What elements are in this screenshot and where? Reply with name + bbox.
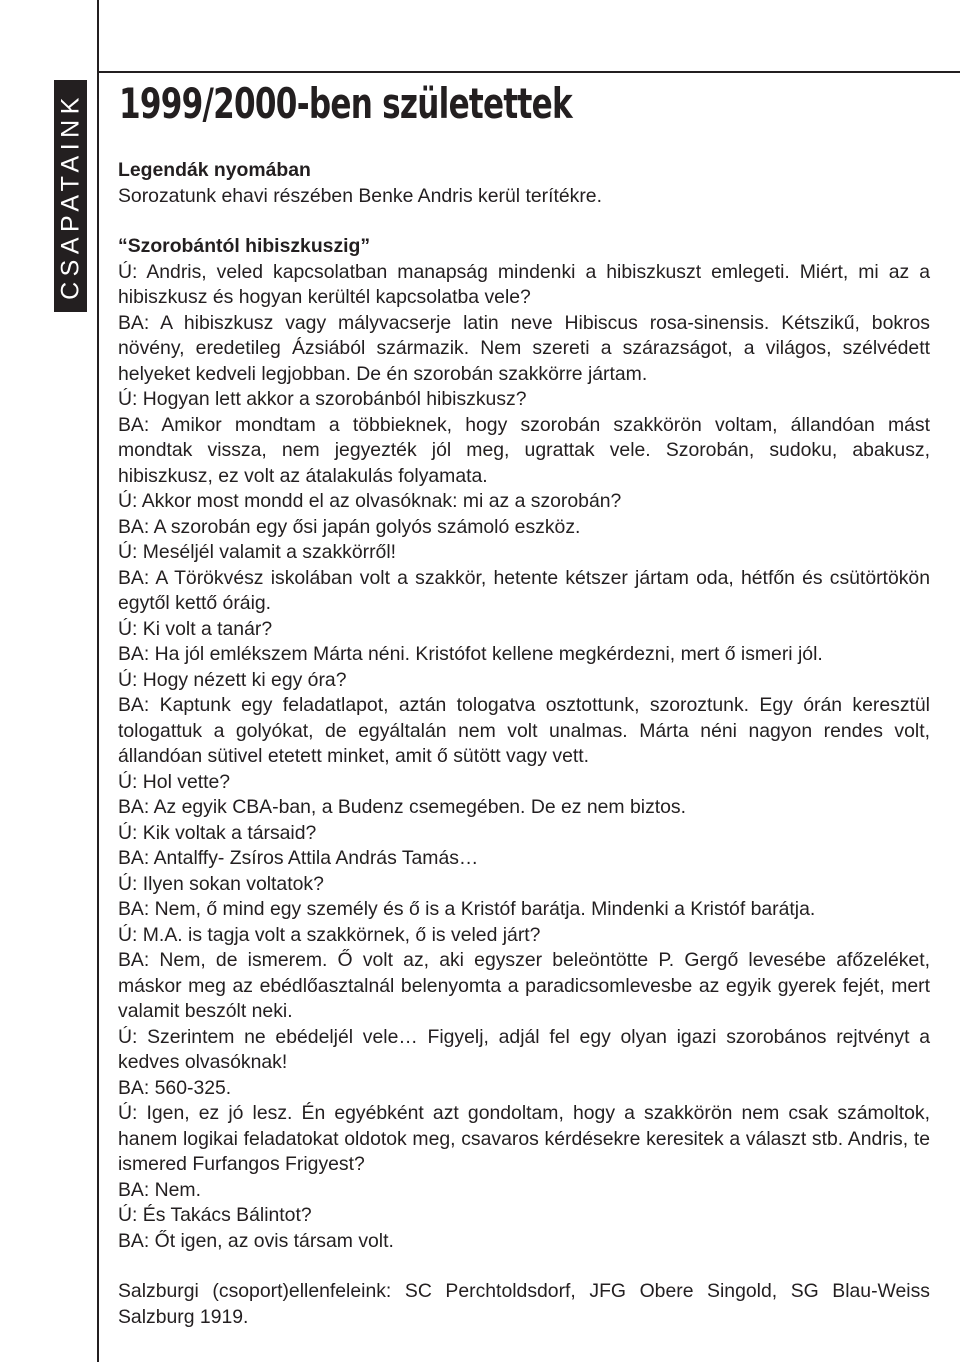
interview-line: BA: 560-325.: [118, 1076, 232, 1099]
interview-line: BA: Őt igen, az ovis társam volt.: [118, 1229, 394, 1252]
interview-line: Ú: Akkor most mondd el az olvasóknak: mi az a szorobán?: [118, 490, 622, 512]
spacer: [118, 1254, 930, 1279]
article-body: [118, 158, 930, 1330]
interview-line: Ú: Hogy nézett ki egy óra?: [118, 668, 347, 691]
interview-line: BA: A hibiszkusz vagy mályvacserje latin neve Hibiscus rosa-sinensis. Kétszikű, bokros növény, eredetileg Ázsiából származik. Nem szereti a szárazságot, a világos, szélvédett helyeket kedveli legjobban. De én szorobán szakkörre jártam.: [118, 311, 930, 385]
interview-line: BA: Nem, ő mind egy személy és ő is a Kristóf barátja. Mindenki a Kristóf barátja.: [118, 898, 816, 920]
interview-line: Ú: Kik voltak a társaid?: [118, 821, 317, 844]
interview-line: Ú: M.A. is tagja volt a szakkörnek, ő is veled járt?: [118, 923, 541, 946]
interview-line: BA: A szorobán egy ősi japán golyós számoló eszköz.: [118, 515, 581, 538]
horizontal-rule: [97, 71, 960, 73]
interview-line: BA: Nem, de ismerem. Ő volt az, aki egyszer beleöntötte P. Gergő levesébe afőzeléket, máskor meg az ebédlőasztalnál belenyomta a paradicsomlevesbe az egyik gyerek fejét, mert valamit beszólt neki.: [118, 949, 930, 1022]
interview-line: BA: Amikor mondtam a többieknek, hogy szorobán szakkörön voltam, állandóan mást mondtak vissza, nem jegyezték jól meg, ugrattak vele. Szorobán, sudoku, abakusz, hibiszkusz, ez volt az átalakulás folyamata.: [118, 413, 930, 487]
interview-line: BA: Kaptunk egy feladatlapot, aztán tologatva osztottunk, szoroztunk. Egy órán keresztül tologattuk a golyókat, de egyáltalán nem volt unalmas. Márta néni nagyon rendes volt, állandóan sütivel etetett minket, amit ő sütött vagy vett.: [118, 694, 930, 767]
interview-line: Ú: Ilyen sokan voltatok?: [118, 872, 324, 895]
interview-line: BA: Nem.: [118, 1178, 201, 1201]
interview-line: Ú: És Takács Bálintot?: [118, 1204, 312, 1226]
interview-line: Ú: Ki volt a tanár?: [118, 617, 273, 640]
interview-heading: “Szorobántól hibiszkuszig”: [118, 235, 371, 257]
page-title: 1999/2000-ben születettek: [119, 79, 572, 128]
interview-line: Ú: Igen, ez jó lesz. Én egyébként azt gondoltam, hogy a szakkörön nem csak számoltok, hanem logikai feladatokat oldotok meg, csavaros kérdésekre keresitek a választ stb. Andris, te ismered Furfangos Frigyest?: [118, 1102, 930, 1175]
interview-line: Ú: Meséljél valamit a szakkörről!: [118, 541, 397, 563]
interview-lines: [118, 260, 930, 1255]
vertical-rule: [97, 0, 99, 1362]
interview-line: Ú: Andris, veled kapcsolatban manapság mindenki a hibiszkuszt emlegeti. Miért, mi az a hibiszkusz és hogyan kerültél kapcsolatba vele?: [118, 260, 930, 308]
interview-line: Ú: Hol vette?: [118, 770, 231, 793]
interview-line: BA: A Törökvész iskolában volt a szakkör, hetente kétszer jártam oda, hétfőn és csütörtökön egytől kettő óráig.: [118, 566, 930, 614]
footer-note: Salzburgi (csoport)ellenfeleink: SC Perchtoldsdorf, JFG Obere Singold, SG Blau-Weiss Salzburg 1919.: [118, 1280, 930, 1328]
interview-line: Ú: Hogyan lett akkor a szorobánból hibiszkusz?: [118, 388, 527, 410]
interview-line: Ú: Szerintem ne ebédeljél vele… Figyelj, adjál fel egy olyan igazi szorobános rejtvényt a kedves olvasóknak!: [118, 1025, 930, 1073]
section-tab-label: CSAPATAINK: [56, 92, 84, 300]
intro-text: Sorozatunk ehavi részében Benke Andris kerül terítékre.: [118, 184, 602, 207]
section-tab: [54, 80, 87, 312]
spacer: [118, 209, 930, 234]
interview-line: BA: Ha jól emlékszem Márta néni. Kristófot kellene megkérdezni, mert ő ismeri jól.: [118, 643, 823, 665]
interview-line: BA: Az egyik CBA-ban, a Budenz csemegében. De ez nem biztos.: [118, 796, 687, 818]
intro-heading: Legendák nyomában: [118, 159, 311, 181]
interview-line: BA: Antalffy- Zsíros Attila András Tamás…: [118, 847, 479, 869]
